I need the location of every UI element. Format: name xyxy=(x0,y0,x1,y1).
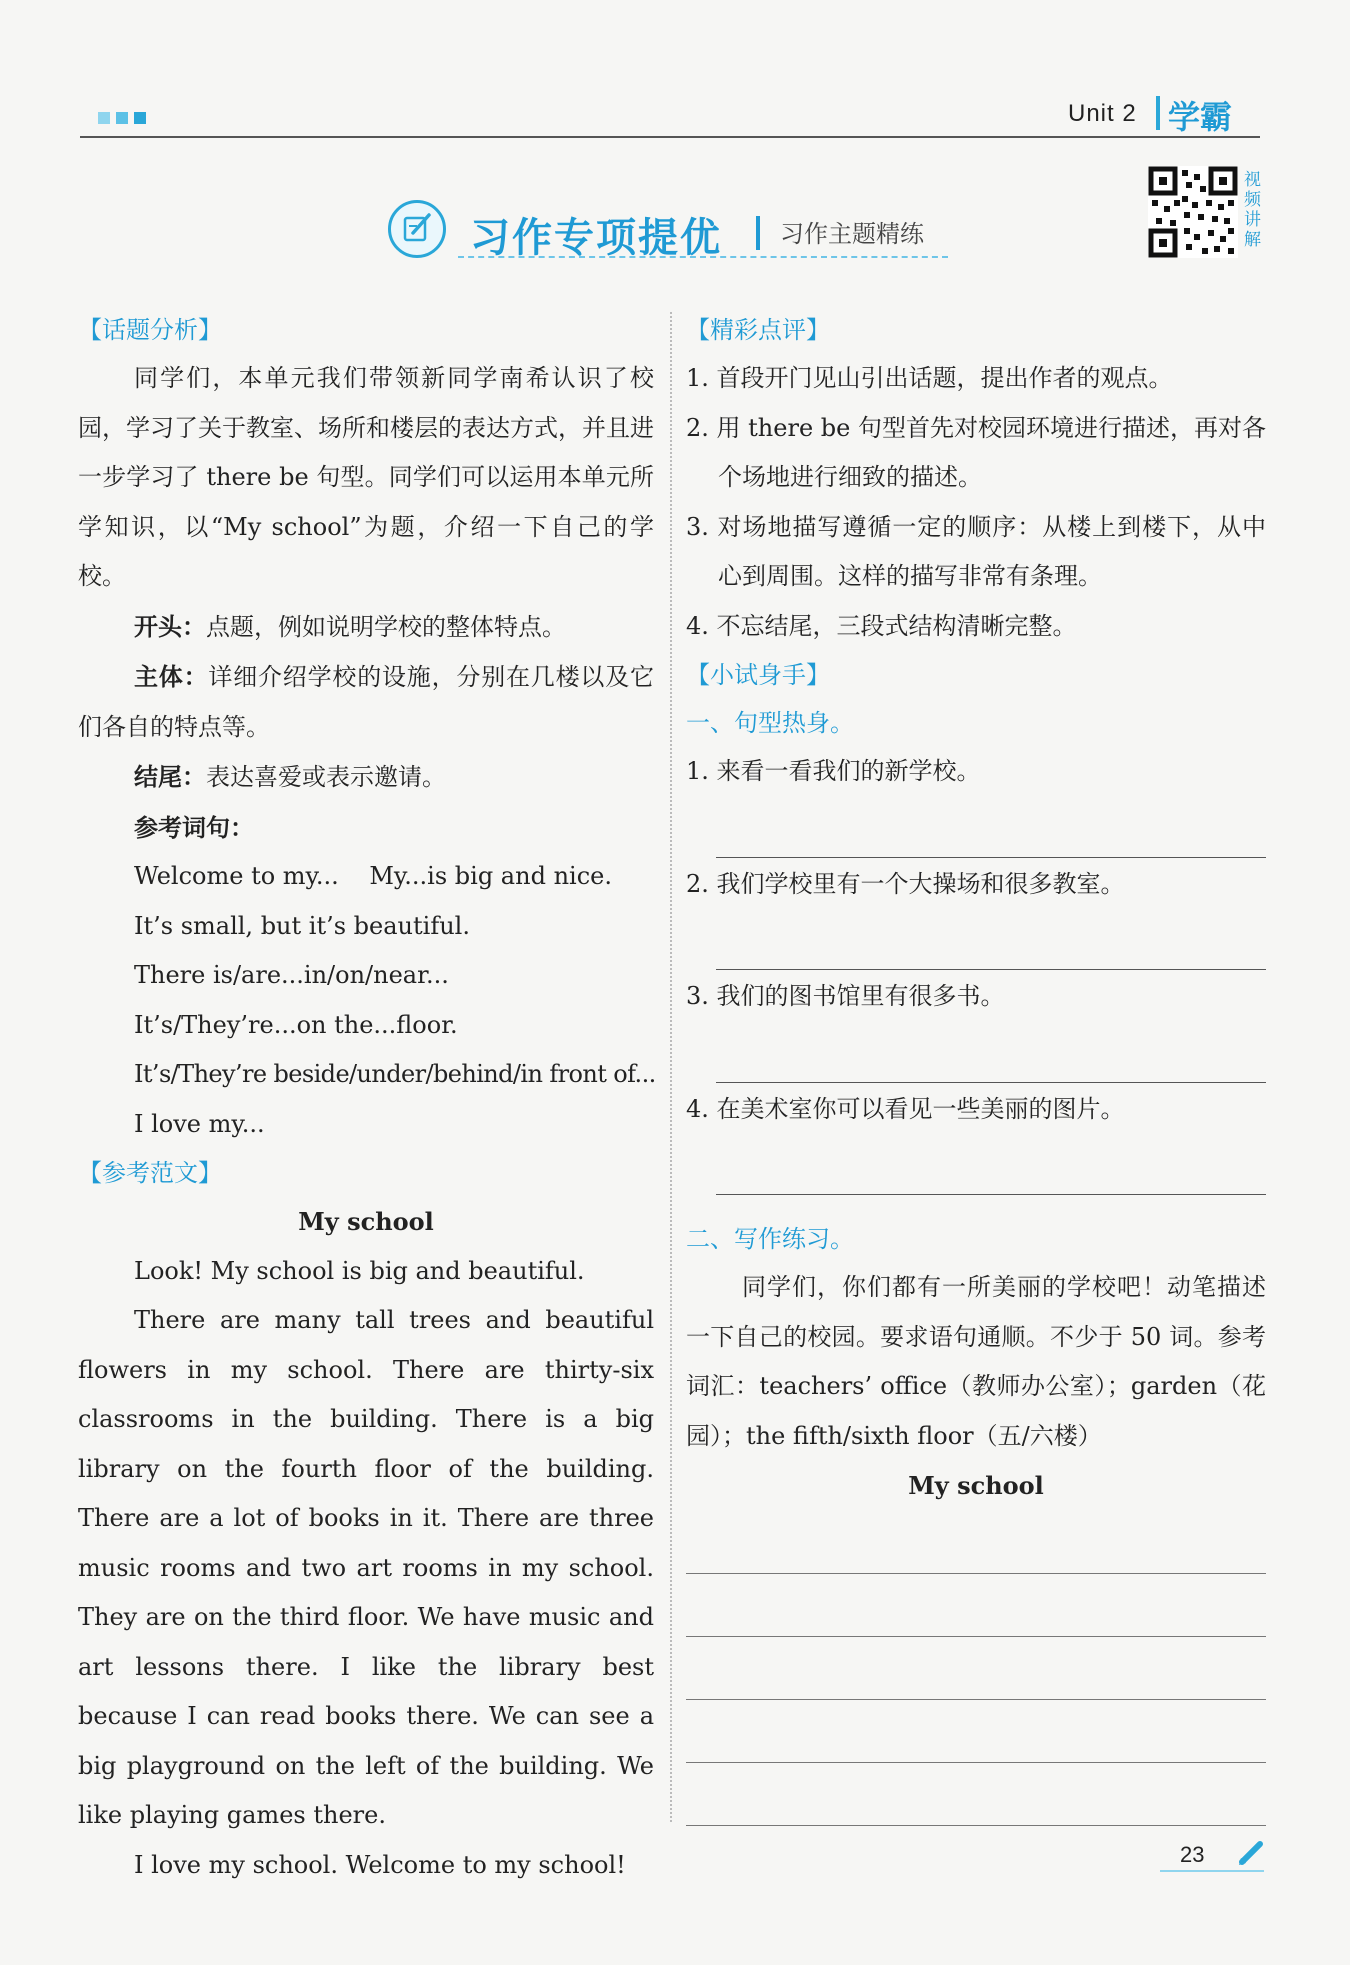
opening-note xyxy=(78,602,654,653)
reference-line: It’s/They’re...on the...floor. xyxy=(134,1010,458,1039)
opening-text: 点题，例如说明学校的整体特点。 xyxy=(206,612,566,641)
part1-heading: 一、句型热身。 xyxy=(686,709,854,737)
writing-line[interactable] xyxy=(686,1763,1266,1826)
sentence-question: 2. 我们学校里有一个大操场和很多教室。 xyxy=(686,869,1125,898)
part2-heading: 二、写作练习。 xyxy=(686,1225,854,1253)
comment-item: 3. 对场地描写遵循一定的顺序：从楼上到楼下，从中心到周围。这样的描写非常有条理。 xyxy=(686,512,1266,590)
writing-line[interactable] xyxy=(686,1574,1266,1637)
answer-line[interactable] xyxy=(716,797,1266,858)
opening-label: 开头： xyxy=(134,611,206,641)
right-column xyxy=(686,306,1266,1826)
body-text: 详细介绍学校的设施，分别在几楼以及它们各自的特点等。 xyxy=(78,663,655,741)
pencil-note-icon xyxy=(388,200,446,258)
brand-logo: 学霸 xyxy=(1168,98,1233,136)
title-separator xyxy=(756,216,760,250)
unit-label: Unit 2 xyxy=(1068,100,1137,127)
sample-essay-paragraph: There are many tall trees and beautiful flowers in my school. There are thirty-six classrooms in the building. There is a big library on the fourth floor of the building. There are a lot of books in it. There are three music rooms and two art rooms in my school. They are on the third floor. We have music and art lessons there. I like the library best because I can read books there. We can see a big playground on the left of the building. We like playing games there. xyxy=(78,1306,654,1829)
topic-analysis-text: 同学们，本单元我们带领新同学南希认识了校园，学习了关于教室、场所和楼层的表达方式，并且进一步学习了 there be 句型。同学们可以运用本单元所学知识，以“My school”为题，介绍一下自己的学校。 xyxy=(78,364,654,590)
page-subtitle: 习作主题精练 xyxy=(780,220,924,248)
writing-line[interactable] xyxy=(686,1511,1266,1574)
qr-video-label: 视频讲解 xyxy=(1244,170,1261,250)
column-divider xyxy=(670,312,673,1822)
topic-analysis-heading: 【话题分析】 xyxy=(78,316,222,344)
sample-essay-paragraph: I love my school. Welcome to my school! xyxy=(134,1850,626,1879)
writing-title: My school xyxy=(908,1471,1044,1500)
reference-line: I love my... xyxy=(134,1109,265,1138)
comment-heading: 【精彩点评】 xyxy=(686,316,830,344)
reference-label: 参考词句： xyxy=(134,812,254,842)
writing-line[interactable] xyxy=(686,1637,1266,1700)
comment-item: 4. 不忘结尾，三段式结构清晰完整。 xyxy=(686,611,1077,640)
header-decoration xyxy=(98,112,146,124)
answer-line[interactable] xyxy=(716,1134,1266,1195)
reference-line: Welcome to my... My...is big and nice. xyxy=(134,862,612,890)
sentence-question: 4. 在美术室你可以看见一些美丽的图片。 xyxy=(686,1094,1125,1123)
title-underline xyxy=(458,256,948,258)
comment-item: 1. 首段开门见山引出话题，提出作者的观点。 xyxy=(686,364,1173,392)
body-note xyxy=(78,652,654,752)
sample-essay-heading: 【参考范文】 xyxy=(78,1159,222,1187)
ending-label: 结尾： xyxy=(134,762,206,791)
sentence-question: 3. 我们的图书馆里有很多书。 xyxy=(686,982,1005,1010)
page-number: 23 xyxy=(1180,1842,1205,1867)
sample-essay-title: My school xyxy=(298,1207,434,1236)
page-title: 习作专项提优 xyxy=(470,215,722,261)
ending-text: 表达喜爱或表示邀请。 xyxy=(206,763,446,791)
header-rule xyxy=(80,136,1260,138)
answer-line[interactable] xyxy=(716,1022,1266,1083)
answer-line[interactable] xyxy=(716,909,1266,970)
ending-note xyxy=(78,752,654,803)
sentence-question: 1. 来看一看我们的新学校。 xyxy=(686,757,981,785)
comment-item: 2. 用 there be 句型首先对校园环境进行描述，再对各个场地进行细致的描述。 xyxy=(686,413,1266,491)
writing-task-text: 同学们，你们都有一所美丽的学校吧！动笔描述一下自己的校园。要求语句通顺。不少于 50 词。参考词汇：teachers’ office（教师办公室）；garden（花园）；the fifth/sixth floor（五/六楼） xyxy=(686,1273,1266,1450)
reference-line: It’s/They’re beside/under/behind/in front of... xyxy=(134,1060,656,1088)
sample-essay-paragraph: Look! My school is big and beautiful. xyxy=(134,1256,585,1285)
left-column xyxy=(78,306,654,1890)
body-label: 主体： xyxy=(134,662,209,691)
qr-code-icon[interactable] xyxy=(1148,166,1238,258)
reference-line: There is/are...in/on/near... xyxy=(134,961,449,989)
pencil-icon xyxy=(1236,1838,1266,1872)
writing-line[interactable] xyxy=(686,1700,1266,1763)
practice-heading: 【小试身手】 xyxy=(686,661,830,689)
brand-divider xyxy=(1156,96,1160,130)
reference-line: It’s small, but it’s beautiful. xyxy=(134,911,470,940)
